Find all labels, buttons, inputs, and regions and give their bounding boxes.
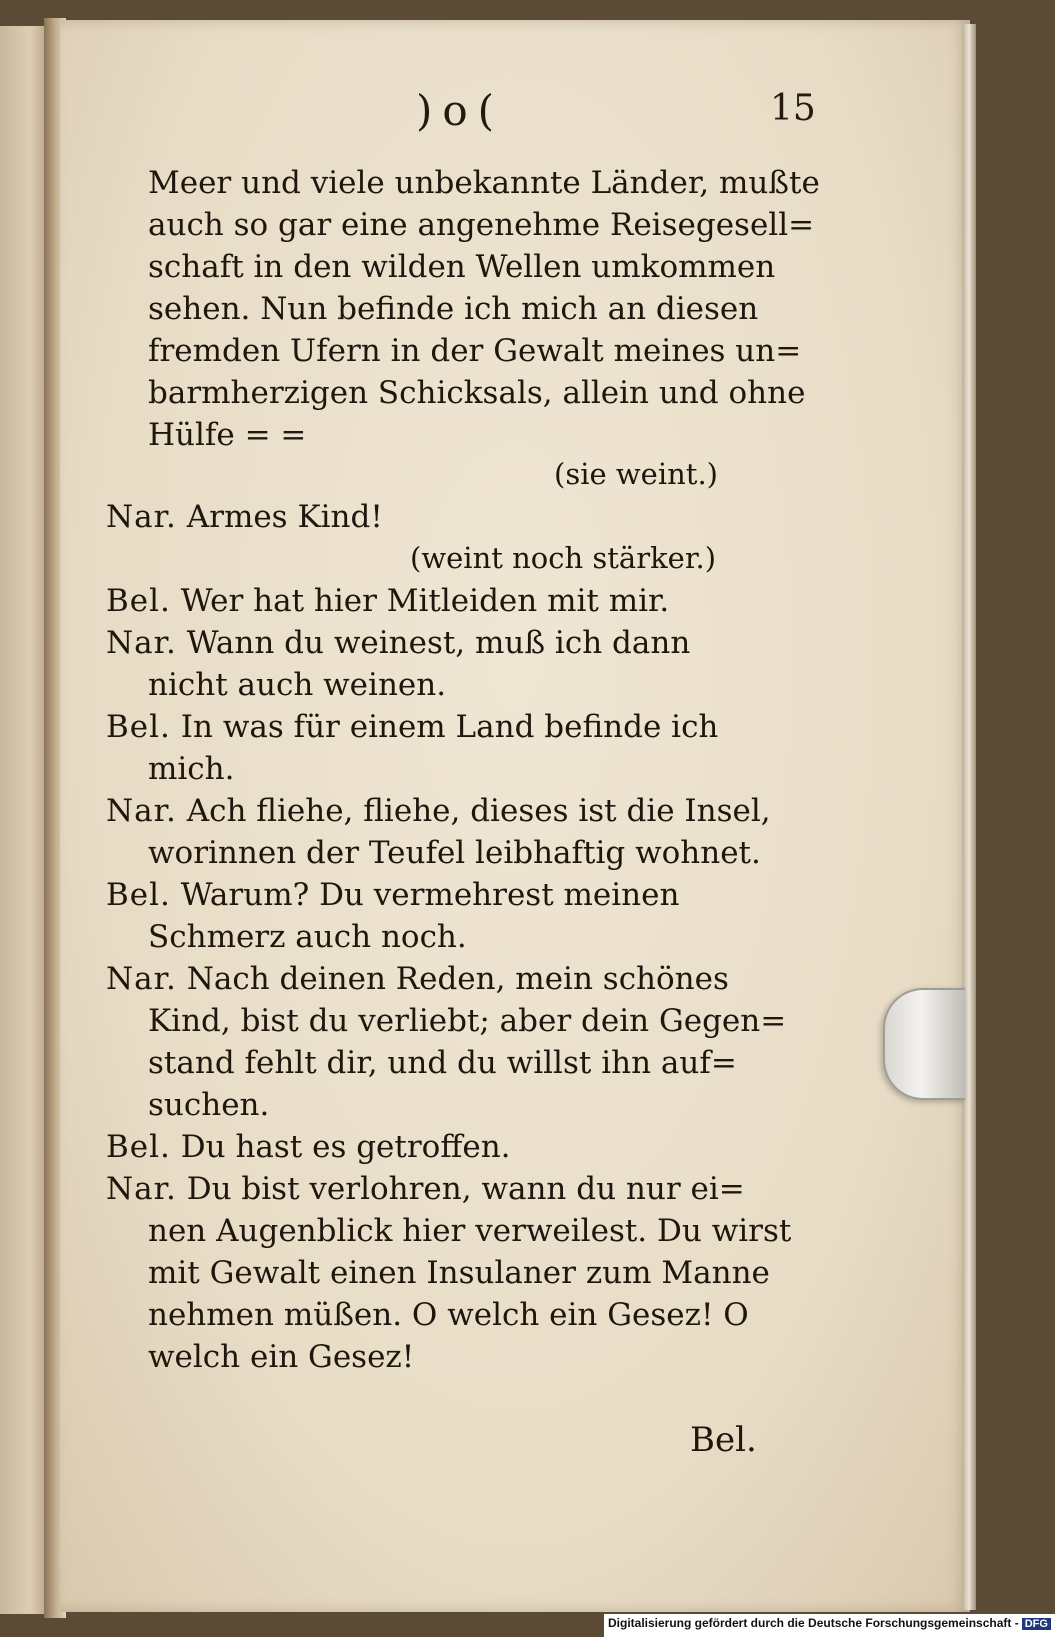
text-line: stand fehlt dir, und du willst ihn auf= — [148, 1045, 737, 1081]
head-ornament: )o( — [416, 86, 505, 135]
speech: Du hast es getroffen. — [180, 1129, 511, 1165]
text-line: worinnen der Teufel leibhaftig wohnet. — [148, 835, 761, 871]
speech: Wer hat hier Mitleiden mit mir. — [180, 583, 670, 619]
text-line: barmherzigen Schicksals, allein und ohne — [148, 375, 806, 411]
text-line: mit Gewalt einen Insulaner zum Manne — [148, 1255, 770, 1291]
text-line: fremden Ufern in der Gewalt meines un= — [148, 333, 802, 369]
speech: In was für einem Land befinde ich — [180, 709, 719, 745]
footer-text: Digitalisierung gefördert durch die Deutsche Forschungsgemeinschaft - — [608, 1616, 1019, 1630]
page-number: 15 — [770, 88, 816, 129]
speech: Nach deinen Reden, mein schönes — [186, 961, 729, 997]
speech: Warum? Du vermehrest meinen — [180, 877, 680, 913]
dialogue-line — [106, 583, 669, 619]
text-line: Schmerz auch noch. — [148, 919, 467, 955]
dialogue-line — [106, 709, 718, 745]
text-line: auch so gar eine angenehme Reisegesell= — [148, 207, 815, 243]
dialogue-line — [106, 1129, 511, 1165]
speech: Wann du weinest, muß ich dann — [186, 625, 691, 661]
dfg-logo: DFG — [1022, 1618, 1051, 1630]
speech: Ach fliehe, fliehe, dieses ist die Insel, — [186, 793, 771, 829]
text-line: Meer und viele unbekannte Länder, mußte — [148, 165, 820, 201]
dialogue-line — [106, 625, 690, 661]
stage-direction: (weint noch stärker.) — [410, 541, 717, 575]
stage-direction: (sie weint.) — [554, 457, 718, 491]
speaker-label: Bel. — [106, 583, 171, 619]
speech: Armes Kind! — [186, 499, 383, 535]
speaker-label: Nar. — [106, 625, 177, 661]
text-line: welch ein Gesez! — [148, 1339, 415, 1375]
speaker-label: Bel. — [106, 709, 171, 745]
speaker-label: Bel. — [106, 877, 171, 913]
catchword: Bel. — [690, 1420, 757, 1460]
speaker-label: Nar. — [106, 961, 177, 997]
speaker-label: Nar. — [106, 793, 177, 829]
dialogue-line — [106, 961, 729, 997]
text-line: nehmen müßen. O welch ein Gesez! O — [148, 1297, 749, 1333]
speaker-label: Bel. — [106, 1129, 171, 1165]
page-clip — [883, 988, 965, 1100]
page-stack-edge — [962, 24, 976, 1610]
text-line: sehen. Nun befinde ich mich an diesen — [148, 291, 759, 327]
text-line: Hülfe = = — [148, 417, 307, 453]
text-line: Kind, bist du verliebt; aber dein Gegen= — [148, 1003, 787, 1039]
text-line: schaft in den wilden Wellen umkommen — [148, 249, 776, 285]
text-line: nen Augenblick hier verweilest. Du wirst — [148, 1213, 792, 1249]
dialogue-line — [106, 793, 771, 829]
dialogue-line — [106, 499, 383, 535]
text-line: nicht auch weinen. — [148, 667, 447, 703]
digitization-footer — [604, 1614, 1055, 1637]
dialogue-line — [106, 877, 679, 913]
speech: Du bist verlohren, wann du nur ei= — [186, 1171, 745, 1207]
text-line: suchen. — [148, 1087, 270, 1123]
dialogue-line — [106, 1171, 745, 1207]
facing-page-edge — [0, 26, 50, 1614]
text-line: mich. — [148, 751, 235, 787]
speaker-label: Nar. — [106, 1171, 177, 1207]
speaker-label: Nar. — [106, 499, 177, 535]
